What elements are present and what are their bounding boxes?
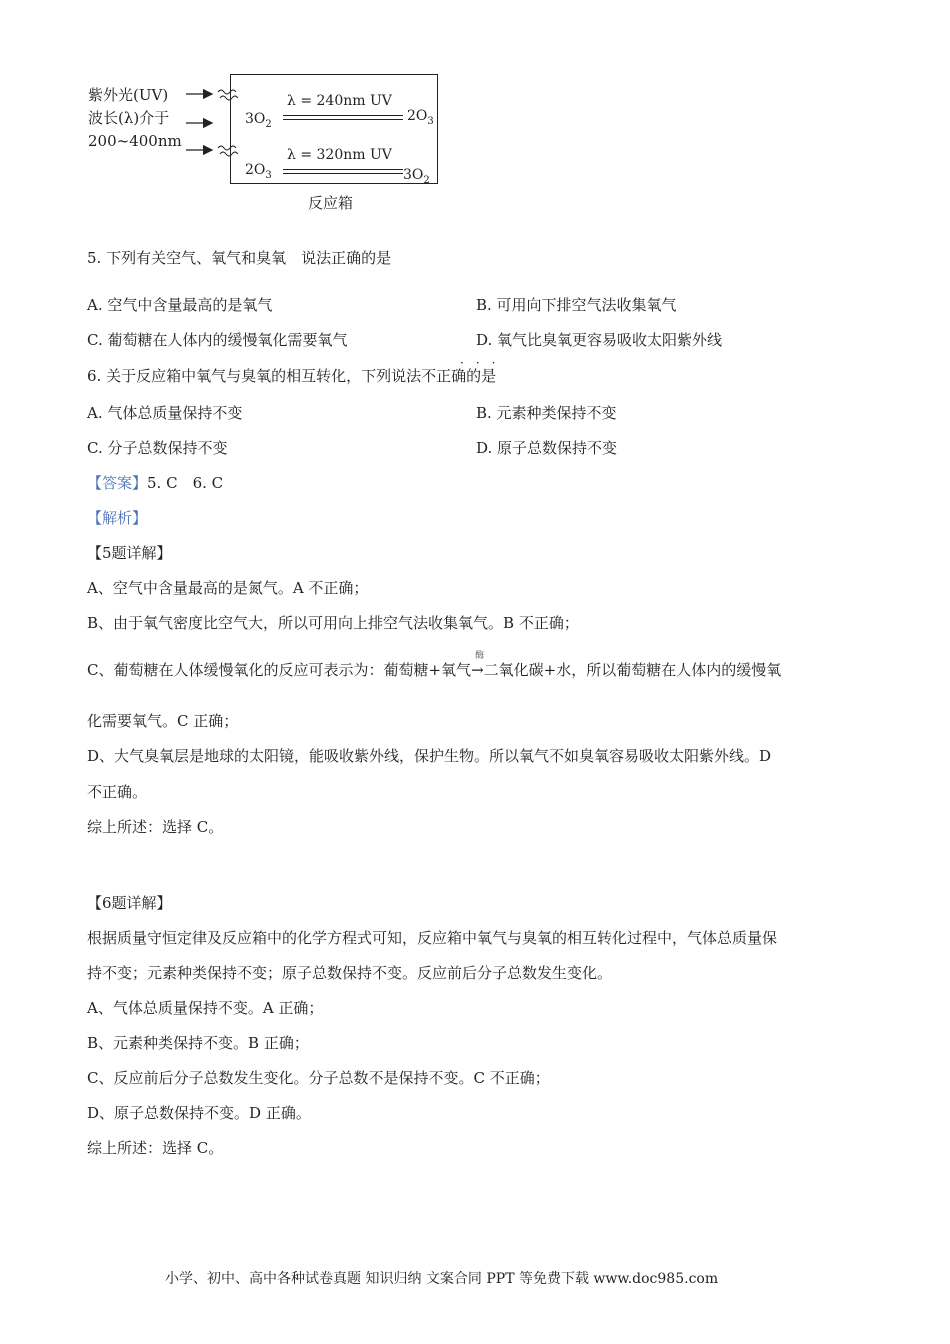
reaction1-equals bbox=[283, 115, 403, 120]
answer-tag: 【答案】 bbox=[87, 474, 148, 492]
q6-stem: 6. 关于反应箱中氧气与臭氧的相互转化，下列说法不正确的是 bbox=[87, 367, 497, 385]
reaction-box bbox=[230, 74, 438, 184]
uv-label-line1: 紫外光(UV) bbox=[88, 86, 169, 104]
detail6-summary: 综上所述：选择 C。 bbox=[87, 1139, 224, 1157]
reaction2-right: $3O_2$ bbox=[403, 167, 430, 186]
detail6-c: C、反应前后分子总数发生变化。分子总数不是保持不变。C 不正确； bbox=[87, 1069, 550, 1087]
detail5-heading: 【5题详解】 bbox=[87, 544, 172, 562]
detail6-b: B、元素种类保持不变。B 正确； bbox=[87, 1034, 309, 1052]
q5-option-d: D. 氧气比臭氧更容易吸收太阳紫外线 bbox=[476, 331, 723, 349]
analysis-tag: 【解析】 bbox=[87, 509, 148, 527]
reaction2-equals bbox=[283, 169, 403, 174]
detail5-d: D、大气臭氧层是地球的太阳镜，能吸收紫外线，保护生物。所以氧气不如臭氧容易吸收太阳紫外线。D bbox=[87, 747, 772, 765]
q6-option-d: D. 原子总数保持不变 bbox=[476, 439, 618, 457]
footer-text: 小学、初中、高中各种试卷真题 知识归纳 文案合同 PPT 等免费下载 www.doc985.com bbox=[165, 1271, 719, 1287]
diagram-caption: 反应箱 bbox=[308, 194, 354, 212]
q6-option-c: C. 分子总数保持不变 bbox=[87, 439, 228, 457]
q5-option-a: A. 空气中含量最高的是氧气 bbox=[87, 296, 273, 314]
detail5-c: C、葡萄糖在人体缓慢氧化的反应可表示为：葡萄糖+氧气 酶 →二氧化碳+水，所以葡萄糖在人体内的缓慢氧 bbox=[87, 651, 782, 679]
q5-stem: 5. 下列有关空气、氧气和臭氧 说法正确的是 bbox=[87, 249, 392, 267]
detail5-b: B、由于氧气密度比空气大，所以可用向上排空气法收集氧气。B 不正确； bbox=[87, 614, 579, 632]
detail5-summary: 综上所述：选择 C。 bbox=[87, 818, 224, 836]
emphasis-dots: · · · bbox=[460, 356, 496, 370]
q5-option-c: C. 葡萄糖在人体内的缓慢氧化需要氧气 bbox=[87, 331, 348, 349]
detail6-d: D、原子总数保持不变。D 正确。 bbox=[87, 1104, 311, 1122]
uv-label-line3: 200~400nm bbox=[88, 132, 182, 150]
reaction1-right: $2O_3$ bbox=[407, 108, 434, 127]
q5-option-b: B. 可用向下排空气法收集氧气 bbox=[476, 296, 677, 314]
detail5-d-cont: 不正确。 bbox=[87, 783, 148, 801]
reaction2-left: $2O_3$ bbox=[245, 162, 272, 181]
detail6-intro1: 根据质量守恒定律及反应箱中的化学方程式可知，反应箱中氧气与臭氧的相互转化过程中，气体总质量保 bbox=[87, 929, 778, 947]
reaction1-condition: λ = 240nm UV bbox=[287, 93, 392, 109]
answer-line bbox=[87, 473, 223, 493]
detail6-a: A、气体总质量保持不变。A 正确； bbox=[87, 999, 324, 1017]
reaction2-condition: λ = 320nm UV bbox=[287, 147, 392, 163]
uv-label-line2: 波长(λ)介于 bbox=[88, 109, 170, 127]
detail5-a: A、空气中含量最高的是氮气。A 不正确； bbox=[87, 579, 369, 597]
answer-text: 5. C 6. C bbox=[147, 474, 224, 492]
detail6-heading: 【6题详解】 bbox=[87, 894, 172, 912]
q6-option-a: A. 气体总质量保持不变 bbox=[87, 404, 243, 422]
q6-option-b: B. 元素种类保持不变 bbox=[476, 404, 617, 422]
reaction-box-diagram bbox=[86, 70, 446, 220]
enzyme-arrow: 酶 → bbox=[471, 651, 485, 679]
detail5-c-cont: 化需要氧气。C 正确； bbox=[87, 712, 239, 730]
reaction1-left: $3O_2$ bbox=[245, 111, 272, 130]
detail6-intro2: 持不变；元素种类保持不变；原子总数保持不变。反应前后分子总数发生变化。 bbox=[87, 964, 613, 982]
